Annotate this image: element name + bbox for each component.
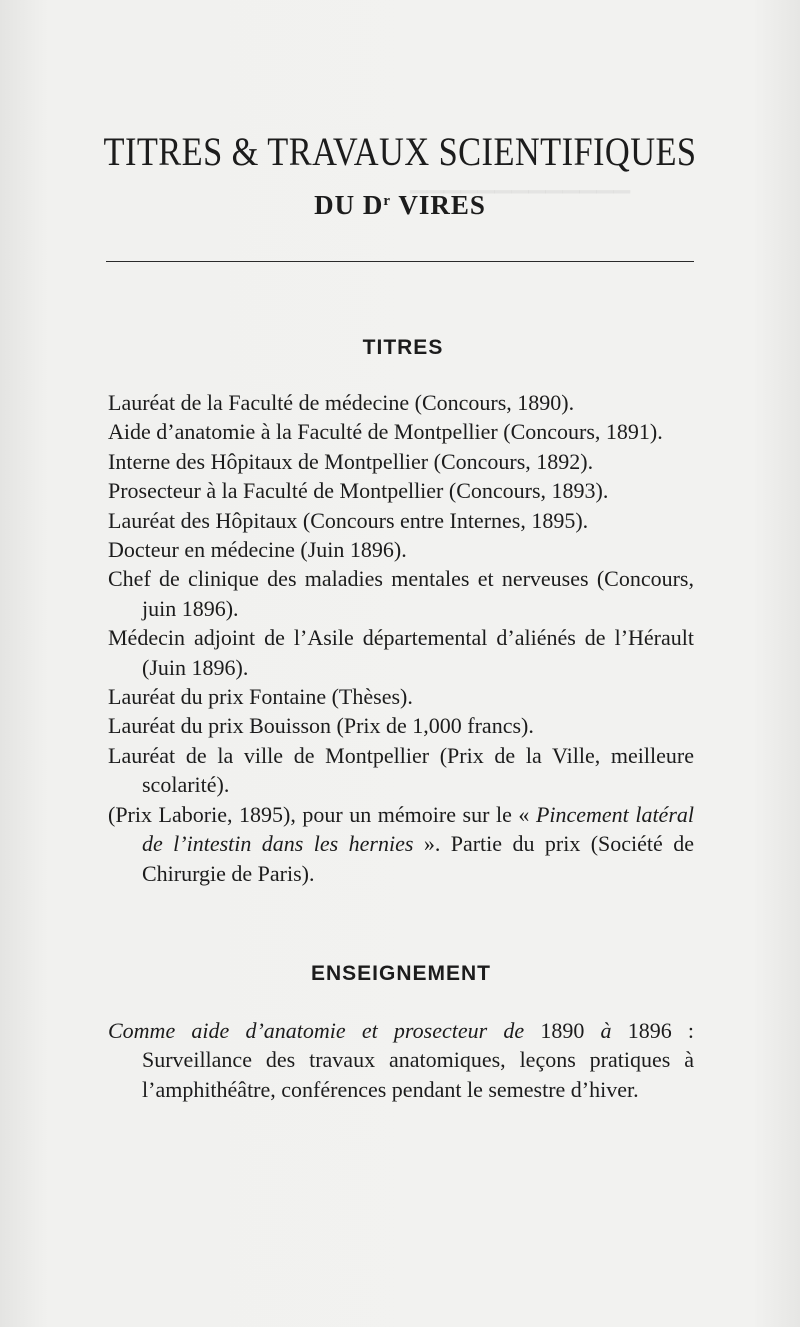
- titres-list: [108, 388, 694, 888]
- titre-item: Chef de clinique des maladies mentales et nerveuses (Concours, juin 1896).: [108, 566, 694, 621]
- titre-item: Lauréat du prix Fontaine (Thèses).: [108, 684, 413, 710]
- ens-description: Surveillance des travaux anatomiques, leçons pratiques à l’amphithéâtre, conférences pendant le semestre d’hiver.: [142, 1047, 694, 1102]
- subtitle-prefix: DU D: [314, 190, 384, 220]
- page-title: TITRES & TRAVAUX SCIENTIFIQUES: [103, 129, 697, 174]
- titre-item: Médecin adjoint de l’Asile départemental d’aliénés de l’Hérault (Juin 1896).: [108, 625, 694, 680]
- enseignement-paragraph: [108, 1016, 694, 1104]
- laborie-text-end: ». Partie du prix (Société de Chirurgie de Paris).: [142, 831, 694, 886]
- laborie-memoir-title: Pincement latéral de l’intestin dans les hernies: [142, 801, 694, 857]
- enseignement-heading: ENSEIGNEMENT: [310, 962, 492, 985]
- titre-item: Lauréat des Hôpitaux (Concours entre Internes, 1895).: [108, 507, 589, 533]
- titres-heading: TITRES: [362, 336, 444, 359]
- laborie-text-start: (Prix Laborie, 1895), pour un mémoire sur le «: [108, 801, 536, 827]
- subtitle-name: VIRES: [391, 190, 486, 220]
- titre-item: Lauréat de la ville de Montpellier (Prix de la Ville, meilleure scolarité).: [108, 742, 694, 798]
- titre-item: Aide d’anatomie à la Faculté de Montpellier (Concours, 1891).: [108, 419, 663, 445]
- page-subtitle: [0, 190, 800, 221]
- ens-role: Comme aide d’anatomie et prosecteur de: [108, 1018, 525, 1043]
- titre-item: Lauréat du prix Bouisson (Prix de 1,000 francs).: [108, 713, 534, 739]
- titre-item: Docteur en médecine (Juin 1896).: [108, 537, 407, 563]
- ens-year-start: 1890: [524, 1018, 601, 1043]
- titre-item: Lauréat de la Faculté de médecine (Concours, 1890).: [108, 390, 575, 415]
- bleed-through: ▁▁▁▁▁▁▁▁▁▁▁▁▁: [410, 168, 630, 193]
- titre-item: Prosecteur à la Faculté de Montpellier (Concours, 1893).: [108, 478, 609, 504]
- ens-to: à: [600, 1018, 612, 1043]
- titre-item: Interne des Hôpitaux de Montpellier (Concours, 1892).: [108, 448, 594, 474]
- ens-year-end: 1896 :: [611, 1018, 694, 1043]
- title-divider: [106, 261, 694, 262]
- subtitle-superscript: r: [383, 193, 392, 209]
- titre-item-laborie: [108, 800, 694, 888]
